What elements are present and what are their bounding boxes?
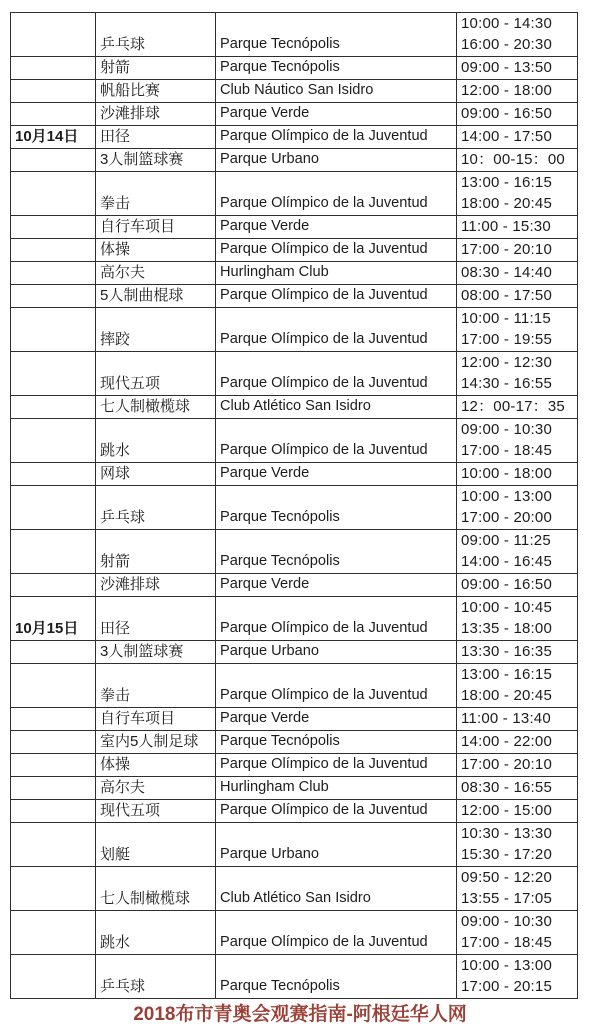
date-cell [11, 731, 96, 754]
table-row [11, 396, 578, 419]
sport-cell: 自行车项目 [96, 216, 216, 239]
table-row [11, 285, 578, 308]
venue-cell: Parque Olímpico de la Juventud [216, 172, 457, 216]
venue-cell: Hurlingham Club [216, 262, 457, 285]
date-cell [11, 754, 96, 777]
date-cell [11, 823, 96, 867]
page-footer-title: 2018布市青奥会观赛指南-阿根廷华人网 [133, 1004, 467, 1025]
sport-cell: 网球 [96, 463, 216, 486]
sport-cell: 高尔夫 [96, 262, 216, 285]
venue-cell: Parque Tecnópolis [216, 731, 457, 754]
sport-cell: 乒乓球 [96, 955, 216, 999]
date-cell [11, 396, 96, 419]
time-cell: 08:30 - 16:55 [457, 777, 578, 800]
sport-cell: 跳水 [96, 911, 216, 955]
sport-cell: 3人制篮球赛 [96, 641, 216, 664]
table-row [11, 80, 578, 103]
table-row [11, 308, 578, 352]
venue-cell: Parque Verde [216, 103, 457, 126]
table-row [11, 641, 578, 664]
sport-cell: 跳水 [96, 419, 216, 463]
venue-cell: Parque Urbano [216, 149, 457, 172]
table-row [11, 823, 578, 867]
sport-cell: 体操 [96, 754, 216, 777]
date-cell [11, 80, 96, 103]
time-cell: 10：00-15：00 [457, 149, 578, 172]
venue-cell: Parque Urbano [216, 641, 457, 664]
venue-cell: Parque Tecnópolis [216, 955, 457, 999]
sport-cell: 七人制橄榄球 [96, 867, 216, 911]
time-cell: 13:00 - 16:15 18:00 - 20:45 [457, 664, 578, 708]
venue-cell: Club Atlético San Isidro [216, 396, 457, 419]
table-row [11, 239, 578, 262]
date-cell [11, 955, 96, 999]
date-cell [11, 530, 96, 574]
table-row [11, 486, 578, 530]
table-row [11, 530, 578, 574]
sport-cell: 田径 [96, 126, 216, 149]
time-cell: 12:00 - 15:00 [457, 800, 578, 823]
venue-cell: Hurlingham Club [216, 777, 457, 800]
time-cell: 10:00 - 14:30 16:00 - 20:30 [457, 13, 578, 57]
date-cell [11, 172, 96, 216]
venue-cell: Parque Olímpico de la Juventud [216, 664, 457, 708]
venue-cell: Club Náutico San Isidro [216, 80, 457, 103]
venue-cell: Parque Olímpico de la Juventud [216, 239, 457, 262]
sport-cell: 田径 [96, 597, 216, 641]
time-cell: 14:00 - 22:00 [457, 731, 578, 754]
sport-cell: 体操 [96, 239, 216, 262]
venue-cell: Parque Verde [216, 574, 457, 597]
time-cell: 13:30 - 16:35 [457, 641, 578, 664]
venue-cell: Parque Olímpico de la Juventud [216, 911, 457, 955]
venue-cell: Parque Olímpico de la Juventud [216, 126, 457, 149]
table-row [11, 597, 578, 641]
date-cell [11, 486, 96, 530]
time-cell: 10:30 - 13:30 15:30 - 17:20 [457, 823, 578, 867]
sport-cell: 划艇 [96, 823, 216, 867]
time-cell: 09:00 - 10:30 17:00 - 18:45 [457, 419, 578, 463]
date-cell [11, 239, 96, 262]
table-row [11, 172, 578, 216]
venue-cell: Parque Olímpico de la Juventud [216, 308, 457, 352]
sport-cell: 沙滩排球 [96, 574, 216, 597]
table-row [11, 419, 578, 463]
date-cell [11, 867, 96, 911]
date-cell [11, 664, 96, 708]
time-cell: 09:50 - 12:20 13:55 - 17:05 [457, 867, 578, 911]
time-cell: 09:00 - 11:25 14:00 - 16:45 [457, 530, 578, 574]
sport-cell: 室内5人制足球 [96, 731, 216, 754]
table-row [11, 262, 578, 285]
time-cell: 11:00 - 13:40 [457, 708, 578, 731]
venue-cell: Parque Verde [216, 708, 457, 731]
table-row [11, 777, 578, 800]
venue-cell: Parque Olímpico de la Juventud [216, 285, 457, 308]
date-cell [11, 149, 96, 172]
sport-cell: 沙滩排球 [96, 103, 216, 126]
venue-cell: Parque Olímpico de la Juventud [216, 800, 457, 823]
venue-cell: Parque Olímpico de la Juventud [216, 419, 457, 463]
sport-cell: 摔跤 [96, 308, 216, 352]
time-cell: 08:00 - 17:50 [457, 285, 578, 308]
time-cell: 12:00 - 12:30 14:30 - 16:55 [457, 352, 578, 396]
date-cell [11, 13, 96, 57]
sport-cell: 3人制篮球赛 [96, 149, 216, 172]
time-cell: 10:00 - 18:00 [457, 463, 578, 486]
sport-cell: 高尔夫 [96, 777, 216, 800]
time-cell: 12:00 - 18:00 [457, 80, 578, 103]
date-cell [11, 911, 96, 955]
date-cell [11, 708, 96, 731]
table-row [11, 216, 578, 239]
date-cell [11, 57, 96, 80]
time-cell: 09:00 - 13:50 [457, 57, 578, 80]
time-cell: 17:00 - 20:10 [457, 239, 578, 262]
table-row [11, 731, 578, 754]
sport-cell: 射箭 [96, 530, 216, 574]
date-cell [11, 574, 96, 597]
table-row [11, 708, 578, 731]
venue-cell: Club Atlético San Isidro [216, 867, 457, 911]
venue-cell: Parque Urbano [216, 823, 457, 867]
table-row [11, 867, 578, 911]
schedule-table-body [11, 13, 578, 999]
sport-cell: 现代五项 [96, 800, 216, 823]
sport-cell: 5人制曲棍球 [96, 285, 216, 308]
time-cell: 09:00 - 16:50 [457, 574, 578, 597]
time-cell: 17:00 - 20:10 [457, 754, 578, 777]
venue-cell: Parque Tecnópolis [216, 57, 457, 80]
table-row [11, 13, 578, 57]
date-cell [11, 777, 96, 800]
venue-cell: Parque Verde [216, 463, 457, 486]
sport-cell: 现代五项 [96, 352, 216, 396]
sport-cell: 自行车项目 [96, 708, 216, 731]
time-cell: 10:00 - 13:00 17:00 - 20:15 [457, 955, 578, 999]
date-cell [11, 262, 96, 285]
venue-cell: Parque Olímpico de la Juventud [216, 352, 457, 396]
time-cell: 09:00 - 10:30 17:00 - 18:45 [457, 911, 578, 955]
table-row [11, 754, 578, 777]
time-cell: 14:00 - 17:50 [457, 126, 578, 149]
date-cell: 10月14日 [11, 126, 96, 149]
time-cell: 09:00 - 16:50 [457, 103, 578, 126]
date-cell [11, 216, 96, 239]
sport-cell: 七人制橄榄球 [96, 396, 216, 419]
venue-cell: Parque Olímpico de la Juventud [216, 597, 457, 641]
date-cell [11, 308, 96, 352]
sport-cell: 拳击 [96, 172, 216, 216]
date-cell [11, 463, 96, 486]
sport-cell: 射箭 [96, 57, 216, 80]
sport-cell: 帆船比赛 [96, 80, 216, 103]
date-cell [11, 103, 96, 126]
time-cell: 11:00 - 15:30 [457, 216, 578, 239]
table-row [11, 955, 578, 999]
time-cell: 12：00-17：35 [457, 396, 578, 419]
date-cell [11, 800, 96, 823]
venue-cell: Parque Tecnópolis [216, 486, 457, 530]
table-row [11, 463, 578, 486]
event-schedule-table [10, 12, 578, 999]
table-row [11, 352, 578, 396]
venue-cell: Parque Tecnópolis [216, 530, 457, 574]
table-row [11, 149, 578, 172]
table-row [11, 911, 578, 955]
time-cell: 10:00 - 13:00 17:00 - 20:00 [457, 486, 578, 530]
time-cell: 08:30 - 14:40 [457, 262, 578, 285]
venue-cell: Parque Verde [216, 216, 457, 239]
time-cell: 10:00 - 10:45 13:35 - 18:00 [457, 597, 578, 641]
table-row [11, 57, 578, 80]
time-cell: 13:00 - 16:15 18:00 - 20:45 [457, 172, 578, 216]
table-row [11, 800, 578, 823]
table-row [11, 126, 578, 149]
time-cell: 10:00 - 11:15 17:00 - 19:55 [457, 308, 578, 352]
venue-cell: Parque Tecnópolis [216, 13, 457, 57]
date-cell [11, 285, 96, 308]
venue-cell: Parque Olímpico de la Juventud [216, 754, 457, 777]
sport-cell: 乒乓球 [96, 13, 216, 57]
table-row [11, 574, 578, 597]
table-row [11, 103, 578, 126]
date-cell: 10月15日 [11, 597, 96, 641]
sport-cell: 拳击 [96, 664, 216, 708]
date-cell [11, 641, 96, 664]
date-cell [11, 352, 96, 396]
date-cell [11, 419, 96, 463]
sport-cell: 乒乓球 [96, 486, 216, 530]
table-row [11, 664, 578, 708]
